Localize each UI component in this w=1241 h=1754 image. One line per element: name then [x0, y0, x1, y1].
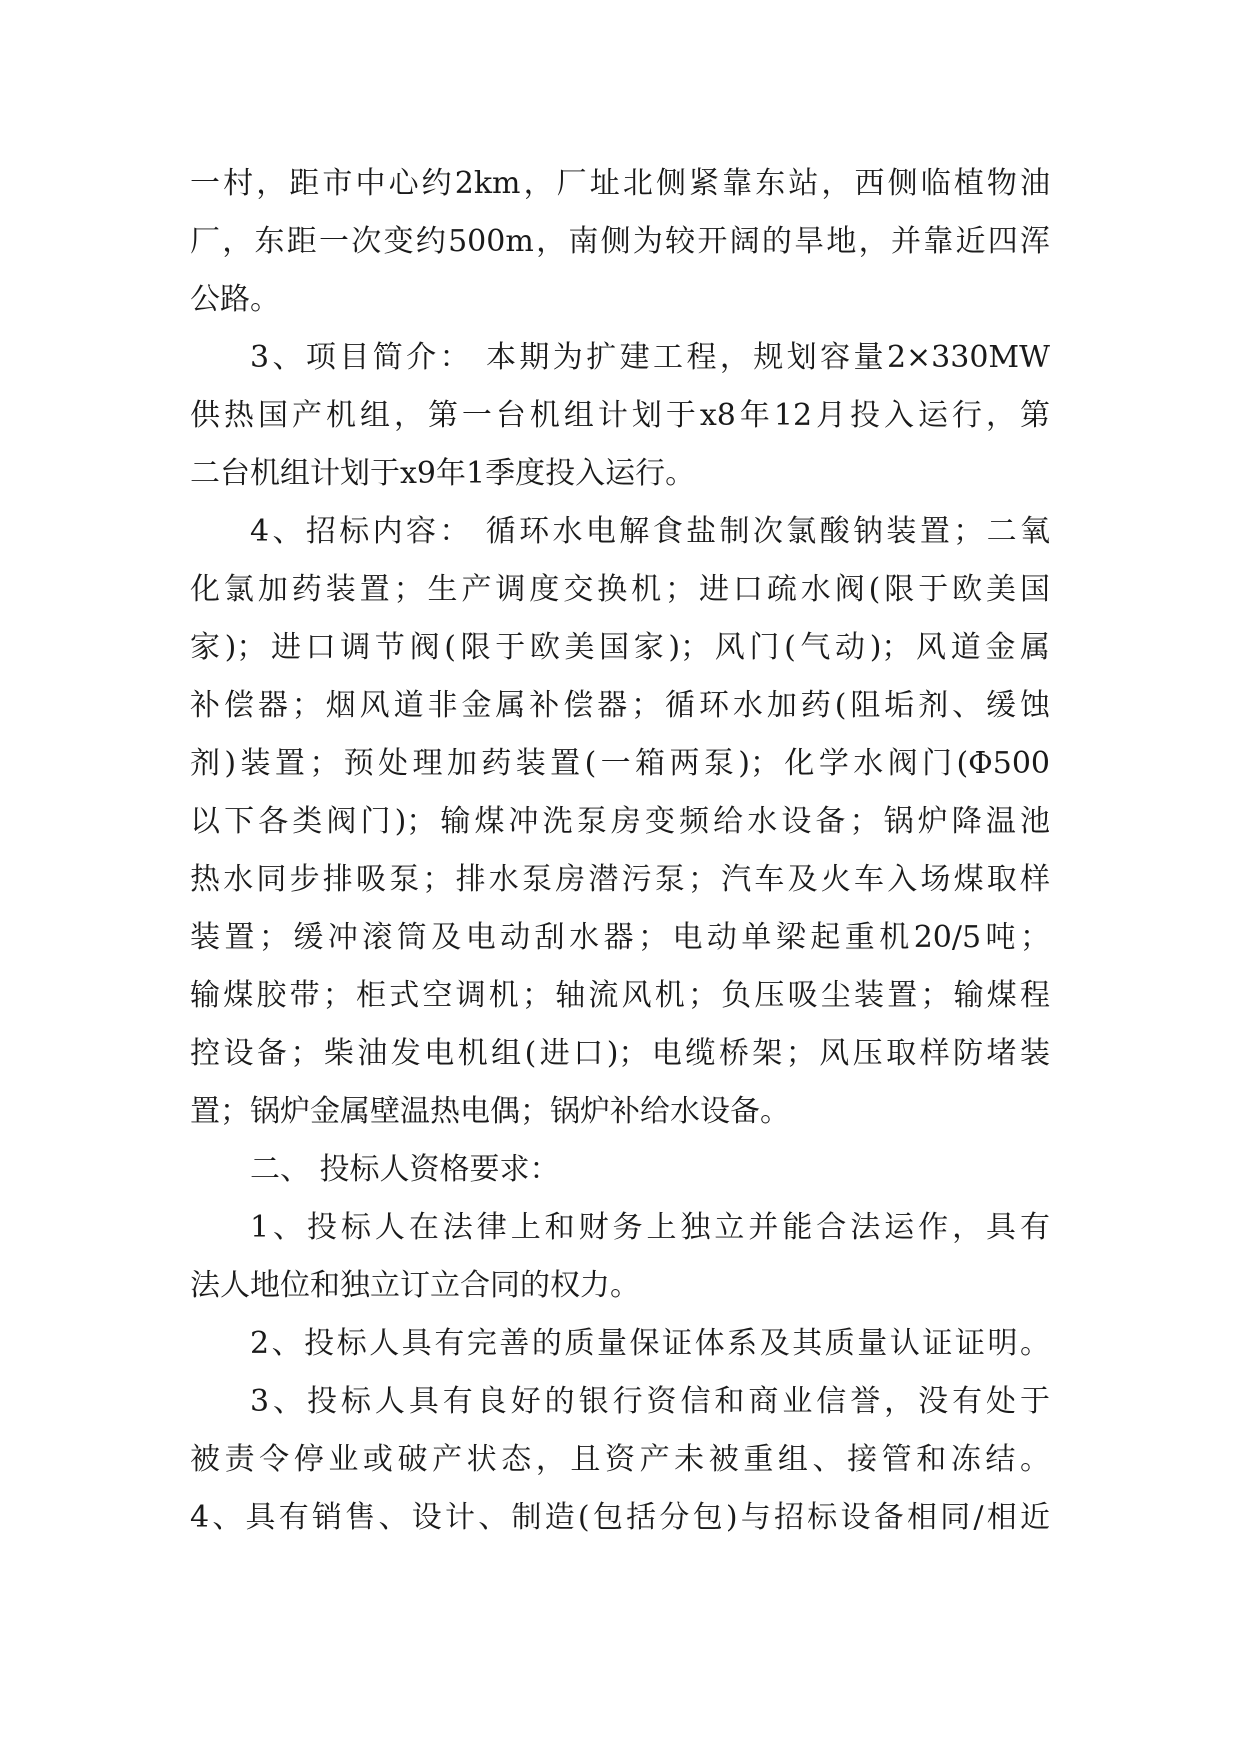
- text-line-19: 1、投标人在法律上和财务上独立并能合法运作，具有: [250, 1210, 1050, 1245]
- section-heading: 二、 投标人资格要求：: [250, 1152, 560, 1187]
- text-line-23: 被责令停业或破产状态，且资产未被重组、接管和冻结。: [190, 1442, 1050, 1477]
- text-line-17: 置；锅炉金属壁温热电偶；锅炉补给水设备。: [190, 1094, 790, 1129]
- text-line-22: 3、投标人具有良好的银行资信和商业信誉，没有处于: [250, 1384, 1050, 1419]
- text-line-21: 2、投标人具有完善的质量保证体系及其质量认证证明。: [250, 1326, 1050, 1361]
- text-line-24: 4、具有销售、设计、制造(包括分包)与招标设备相同/相近: [190, 1500, 1050, 1535]
- text-line-10: 补偿器；烟风道非金属补偿器；循环水加药(阻垢剂、缓蚀: [190, 688, 1050, 723]
- text-line-3: 公路。: [190, 282, 280, 317]
- text-line-20: 法人地位和独立订立合同的权力。: [190, 1268, 640, 1303]
- text-line-15: 输煤胶带；柜式空调机；轴流风机；负压吸尘装置；输煤程: [190, 978, 1050, 1013]
- text-line-13: 热水同步排吸泵；排水泵房潜污泵；汽车及火车入场煤取样: [190, 862, 1050, 897]
- text-line-14: 装置；缓冲滚筒及电动刮水器；电动单梁起重机20/5吨；: [190, 920, 1050, 955]
- text-line-16: 控设备；柴油发电机组(进口)；电缆桥架；风压取样防堵装: [190, 1036, 1050, 1071]
- text-line-9: 家)；进口调节阀(限于欧美国家)；风门(气动)；风道金属: [190, 630, 1050, 665]
- text-line-8: 化氯加药装置；生产调度交换机；进口疏水阀(限于欧美国: [190, 572, 1050, 607]
- text-line-5: 供热国产机组，第一台机组计划于x8年12月投入运行，第: [190, 398, 1050, 433]
- text-line-12: 以下各类阀门)；输煤冲洗泵房变频给水设备；锅炉降温池: [190, 804, 1050, 839]
- text-line-4: 3、项目简介： 本期为扩建工程，规划容量2×330MW: [250, 340, 1050, 375]
- text-line-6: 二台机组计划于x9年1季度投入运行。: [190, 456, 696, 491]
- text-line-1: 一村，距市中心约2km，厂址北侧紧靠东站，西侧临植物油: [190, 166, 1050, 201]
- text-line-11: 剂)装置；预处理加药装置(一箱两泵)；化学水阀门(Φ500: [190, 746, 1050, 781]
- text-line-7: 4、招标内容： 循环水电解食盐制次氯酸钠装置；二氧: [250, 514, 1050, 549]
- text-line-2: 厂，东距一次变约500m，南侧为较开阔的旱地，并靠近四浑: [190, 224, 1050, 259]
